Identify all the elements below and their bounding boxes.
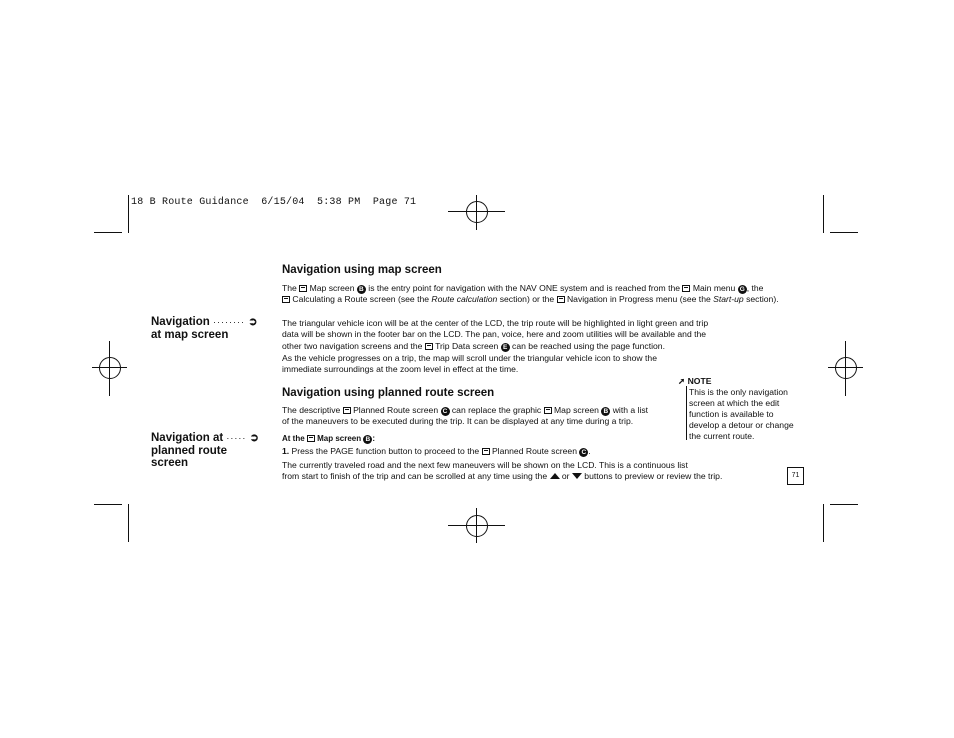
- label-b-icon: B: [363, 435, 372, 444]
- label-b-icon: B: [601, 407, 610, 416]
- print-slug: 18 B Route Guidance 6/15/04 5:38 PM Page 71: [131, 197, 417, 208]
- label-e-icon: E: [501, 343, 510, 352]
- screen-icon: [482, 448, 490, 455]
- crop-mark: [830, 232, 858, 233]
- side-heading-planned-route: Navigation at ····· ➲ planned route screen: [151, 432, 259, 469]
- label-c-icon: C: [441, 407, 450, 416]
- crop-mark: [94, 232, 122, 233]
- label-g-icon: G: [739, 286, 745, 293]
- registration-circle: [466, 201, 488, 223]
- procedure-heading: At the Map screen B :: [282, 434, 376, 443]
- note-title: ➚ NOTE: [678, 376, 712, 386]
- crop-mark: [823, 504, 824, 542]
- section-heading-planned-route: Navigation using planned route screen: [282, 387, 495, 399]
- screen-icon: [343, 407, 351, 414]
- registration-circle: [99, 357, 121, 379]
- paragraph-planned-route-intro: The descriptive Planned Route screen C can replace the graphic Map screen B with a list of the maneuvers to be executed during the trip. It can be displayed at any time during a trip.: [282, 405, 649, 427]
- crop-mark: [830, 504, 858, 505]
- crop-mark: [128, 504, 129, 542]
- registration-circle: [835, 357, 857, 379]
- up-arrow-icon: [550, 473, 560, 479]
- label-b-icon: B: [357, 285, 366, 294]
- arrow-right-icon: ➲: [248, 316, 258, 328]
- paragraph-map-screen-details: The triangular vehicle icon will be at the center of the LCD, the trip route will be highlighted in light green and trip data will be shown in the footer bar on the LCD. The pan, voice, here and zoom utilities will be available and the other two navigation screens and the Trip Data screen E can be reached using the page function.: [282, 318, 709, 351]
- note-arrow-icon: ➚: [678, 376, 686, 386]
- crop-mark: [823, 195, 824, 233]
- note-body: This is the only navigation screen at which the edit function is available to develop a detour or change the current route.: [689, 387, 794, 441]
- screen-icon: [299, 285, 307, 292]
- screen-icon: [557, 296, 565, 303]
- side-heading-map-screen: Navigation ········ ➲ at map screen: [151, 316, 258, 341]
- paragraph-map-screen-intro: The Map screen B is the entry point for navigation with the NAV ONE system and is reached from the Main menu G , the Calculating a Route screen (see the Route calculation section) or the Navigation in Progress menu (see the Start-up section).: [282, 283, 779, 305]
- paragraph-map-screen-scroll: As the vehicle progresses on a trip, the map will scroll under the triangular vehicle icon to show the immediate surroundings at the zoom level in effect at the time.: [282, 353, 657, 375]
- registration-circle: [466, 515, 488, 537]
- crop-mark: [128, 195, 129, 233]
- crop-mark: [94, 504, 122, 505]
- arrow-right-icon: ➲: [249, 432, 259, 444]
- screen-icon: [425, 343, 433, 350]
- procedure-step-1: 1. Press the PAGE function button to proceed to the Planned Route screen C .: [282, 446, 591, 456]
- page-number: 71: [787, 467, 804, 485]
- screen-icon: [307, 435, 315, 442]
- screen-icon: [282, 296, 290, 303]
- screen-icon: [544, 407, 552, 414]
- screen-icon: [682, 285, 690, 292]
- paragraph-planned-route-list: The currently traveled road and the next few maneuvers will be shown on the LCD. This is a continuous list from start to finish of the trip and can be scrolled at any time using the or buttons to preview or review the trip.: [282, 460, 723, 482]
- down-arrow-icon: [572, 473, 582, 479]
- label-c-icon: C: [579, 448, 588, 457]
- section-heading-map-screen: Navigation using map screen: [282, 264, 442, 276]
